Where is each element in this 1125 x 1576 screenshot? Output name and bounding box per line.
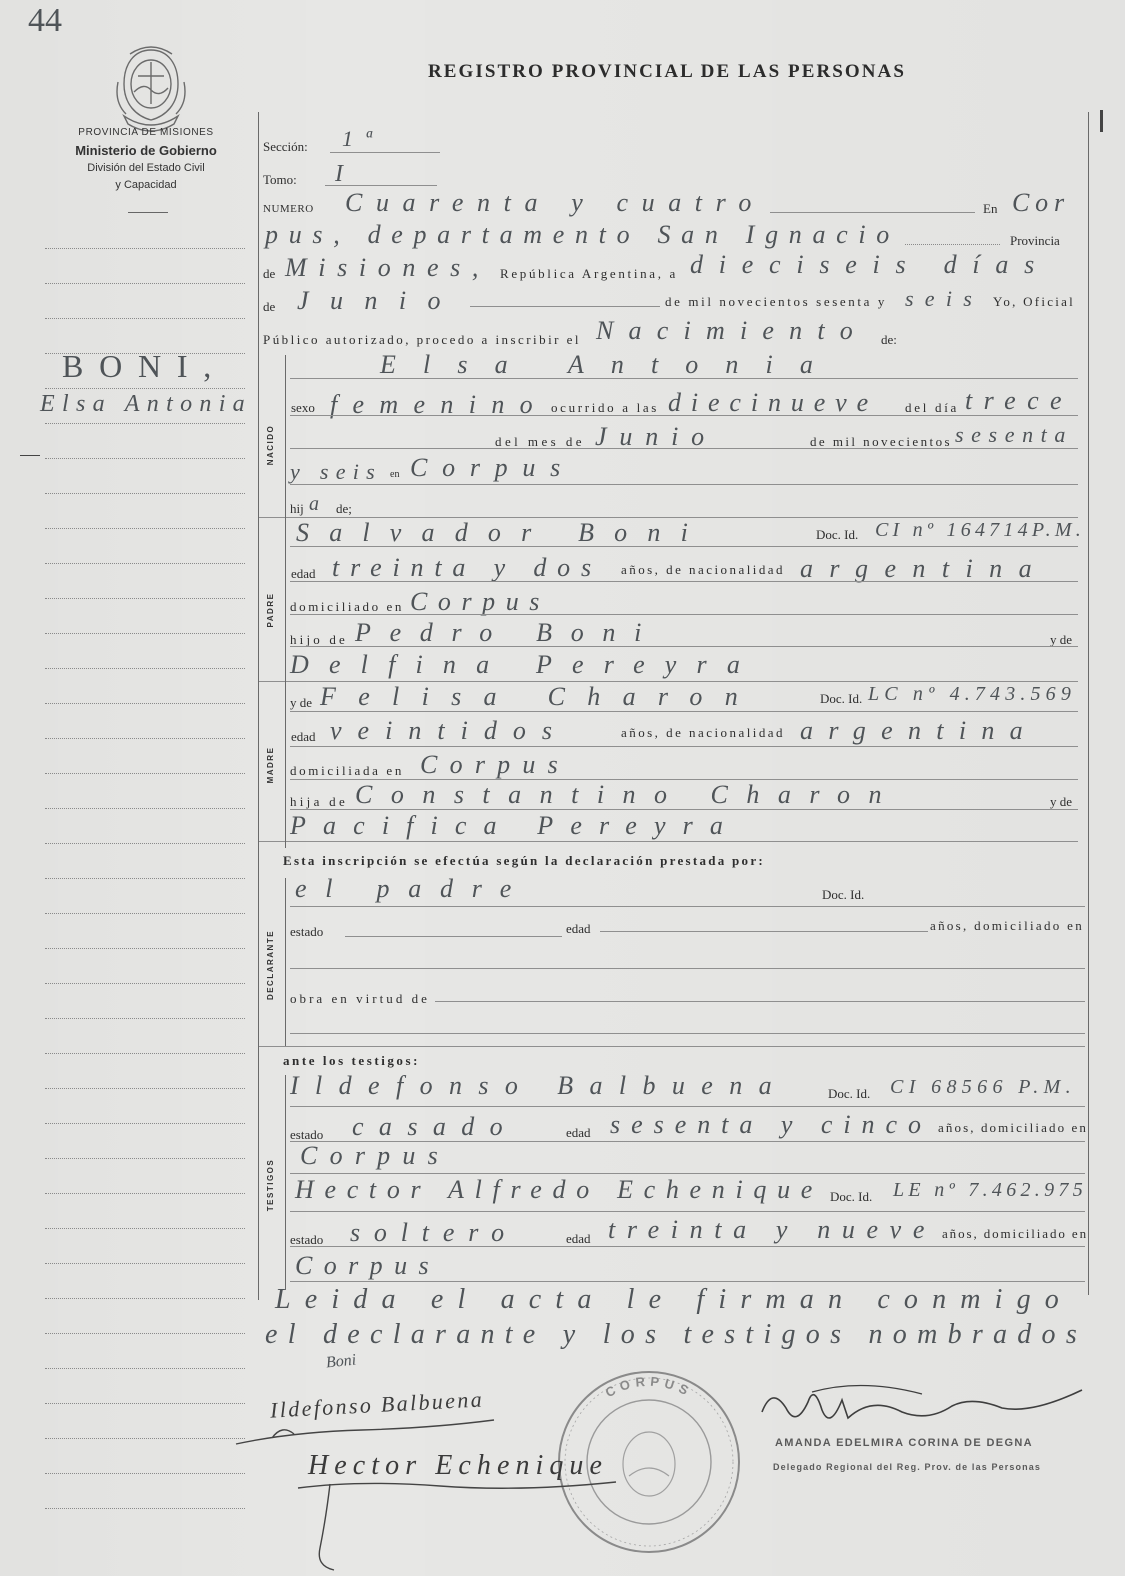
form-border <box>1088 112 1089 1295</box>
witness-1-age: sesenta y cinco <box>610 1110 932 1139</box>
margin-index-line <box>45 598 245 599</box>
margin-dash <box>20 455 40 456</box>
form-rule <box>290 1281 1085 1282</box>
father-parent-1: Pedro Boni <box>355 618 660 647</box>
seal-text: CORPUS <box>602 1373 696 1401</box>
form-rule <box>290 581 1078 582</box>
margin-index-line <box>45 773 245 774</box>
form-border <box>285 878 286 1046</box>
father-nationality: argentina <box>800 554 1048 583</box>
form-rule <box>290 546 1078 547</box>
witness-2-domicile: Corpus <box>295 1251 440 1280</box>
declarant-state-label: estado <box>290 924 324 939</box>
margin-index-line <box>45 1438 245 1439</box>
official-signature <box>752 1372 1092 1438</box>
seccion-value: 1ª <box>342 126 384 151</box>
act-type: Nacimiento <box>596 316 868 345</box>
yo-oficial-label: Yo, Oficial <box>993 294 1075 309</box>
signature-echenique: Hector Echenique <box>308 1450 608 1481</box>
margin-index-line <box>45 633 245 634</box>
numero-value: Cuarenta y cuatro <box>345 188 765 217</box>
child-suffix: a <box>309 493 319 515</box>
form-rule <box>600 931 928 932</box>
form-border <box>258 112 259 1300</box>
form-rule <box>290 746 1078 747</box>
child-name: Elsa Antonia <box>380 350 840 379</box>
child-place: Corpus <box>410 453 575 482</box>
section-label-witnesses: TESTIGOS <box>266 1158 275 1212</box>
margin-given-names: Elsa Antonia <box>40 391 252 417</box>
tomo-value: I <box>335 161 343 187</box>
mother-doc-label: Doc. Id. <box>820 691 863 706</box>
form-rule <box>258 841 1078 842</box>
witness-2-age-label: edad <box>566 1231 591 1246</box>
witness-1-domicile-label: años, domiciliado en <box>938 1120 1088 1135</box>
official-name-stamp: AMANDA EDELMIRA CORINA DE DEGNA <box>775 1437 1033 1449</box>
margin-index-line <box>45 1508 245 1509</box>
closing-line-2: el declarante y los testigos nombrados <box>265 1319 1087 1350</box>
father-nationality-label: años, de nacionalidad <box>621 562 785 577</box>
father-parents-label: hijo de <box>290 632 348 647</box>
margin-index-line <box>45 1228 245 1229</box>
mother-nationality-label: años, de nacionalidad <box>621 725 785 740</box>
father-doc-label: Doc. Id. <box>816 527 859 542</box>
section-label-declarant: DECLARANTE <box>266 929 275 1001</box>
de-label-2: de <box>263 299 276 314</box>
form-rule <box>258 681 1078 682</box>
form-rule <box>770 212 975 213</box>
mother-y-de-label: y de <box>290 695 313 710</box>
mother-domicile: Corpus <box>420 750 570 779</box>
year-prefix-label: de mil novecientos sesenta y <box>665 294 887 309</box>
closing-line-1: Leida el acta le firman conmigo <box>275 1284 1073 1315</box>
form-rule <box>290 1141 1085 1142</box>
del-dia-label: del día <box>905 400 959 415</box>
form-rule <box>290 1173 1085 1174</box>
margin-index-line <box>45 318 245 319</box>
header-divider <box>128 212 168 213</box>
form-rule <box>290 415 1078 416</box>
de-mil-novecientos-label: de mil novecientos <box>810 434 952 449</box>
obra-label: obra en virtud de <box>290 991 430 1006</box>
margin-index-line <box>45 738 245 739</box>
form-rule <box>290 378 1078 379</box>
del-mes-label: del mes de <box>495 434 585 449</box>
registration-year: seis <box>905 286 983 311</box>
place-part2: pus, departamento San Ignacio <box>265 220 900 249</box>
publico-label: Público autorizado, procedo a inscribir el <box>263 332 581 347</box>
tomo-label: Tomo: <box>263 172 297 187</box>
witnesses-intro: ante los testigos: <box>283 1053 420 1068</box>
witness-2-state: soltero <box>350 1218 518 1247</box>
form-rule <box>345 936 562 937</box>
witness-1-doc-label: Doc. Id. <box>828 1086 871 1101</box>
signature-balbuena: Ildefonso Balbuena <box>269 1386 485 1423</box>
margin-surname: BONI, <box>62 348 227 384</box>
provincia-label: Provincia <box>1010 233 1060 248</box>
margin-index-line <box>45 1263 245 1264</box>
form-rule <box>258 1046 1085 1047</box>
margin-index-line <box>45 808 245 809</box>
section-label-mother: MADRE <box>266 746 275 784</box>
division-name: División del Estado Civil <box>87 162 205 174</box>
margin-index-line <box>45 528 245 529</box>
form-rule <box>290 1246 1085 1247</box>
father-name: Salvador Boni <box>296 518 708 547</box>
child-sex: femenino <box>330 390 548 419</box>
mother-name: Felisa Charon <box>320 682 760 711</box>
margin-index-line <box>45 843 245 844</box>
signature-balbuena-flourish <box>232 1410 502 1450</box>
mother-parents-label: hija de <box>290 794 348 809</box>
form-rule <box>290 968 1085 969</box>
margin-index-line <box>45 283 245 284</box>
form-border <box>285 355 286 848</box>
child-month: Junio <box>595 422 717 451</box>
mother-age: veintidos <box>330 716 568 745</box>
signature-boni: Boni <box>325 1351 357 1372</box>
declarant-name: el padre <box>295 874 530 903</box>
mother-parent-2: Pacifica Pereyra <box>290 811 740 840</box>
margin-index-line <box>45 1088 245 1089</box>
margin-index-line <box>45 1158 245 1159</box>
de-semicolon-label: de; <box>336 501 352 516</box>
seccion-label: Sección: <box>263 139 308 154</box>
signature-echenique-flourish <box>290 1478 630 1574</box>
mother-y-de-label-2: y de <box>1050 794 1073 809</box>
numero-label: NUMERO <box>263 203 314 215</box>
place-part1: Cor <box>1012 188 1070 217</box>
mother-age-label: edad <box>291 729 316 744</box>
margin-index-line <box>45 668 245 669</box>
margin-index-line <box>45 248 245 249</box>
province-value: Misiones, <box>285 253 490 282</box>
mother-parent-1: Constantino Charon <box>355 780 900 809</box>
province-name: PROVINCIA DE MISIONES <box>78 127 214 138</box>
form-border <box>285 1075 286 1290</box>
witness-2-age: treinta y nueve <box>608 1215 936 1244</box>
father-doc: CI nº 164714P.M. <box>875 519 1085 541</box>
form-rule-dotted <box>905 244 1000 245</box>
form-rule <box>325 185 437 186</box>
margin-index-line <box>45 563 245 564</box>
section-label-father: PADRE <box>266 592 275 628</box>
ministry-name: Ministerio de Gobierno <box>75 143 217 158</box>
declaration-intro: Esta inscripción se efectúa según la declaración prestada por: <box>283 853 765 868</box>
form-rule <box>290 809 1078 810</box>
mother-doc: LC nº 4.743.569 <box>868 683 1076 705</box>
margin-index-line <box>45 353 245 354</box>
sexo-label: sexo <box>291 400 315 415</box>
margin-index-line <box>45 1298 245 1299</box>
margin-index-line <box>45 458 245 459</box>
official-title-stamp: Delegado Regional del Reg. Prov. de las Personas <box>773 1462 1041 1472</box>
witness-1-name: Ildefonso Balbuena <box>290 1071 788 1100</box>
margin-index-line <box>45 1053 245 1054</box>
en-label-small: en <box>390 469 400 480</box>
margin-index-line <box>45 1403 245 1404</box>
margin-mark <box>1100 110 1103 132</box>
form-rule <box>290 484 1078 485</box>
witness-1-state-label: estado <box>290 1127 324 1142</box>
mother-domicile-label: domiciliada en <box>290 763 404 778</box>
mother-nationality: argentina <box>800 716 1038 745</box>
form-rule <box>290 906 1085 907</box>
margin-index-line <box>45 878 245 879</box>
witness-2-doc: LE nº 7.462.975 <box>893 1179 1087 1201</box>
margin-index-line <box>45 913 245 914</box>
division-name-cont: y Capacidad <box>115 179 177 191</box>
ocurrido-label: ocurrido a las <box>551 400 659 415</box>
document-title: REGISTRO PROVINCIAL DE LAS PERSONAS <box>428 61 906 82</box>
margin-index-line <box>45 703 245 704</box>
page-number: 44 <box>28 2 62 39</box>
margin-index-line <box>45 1123 245 1124</box>
father-domicile-label: domiciliado en <box>290 599 404 614</box>
section-label-born: NACIDO <box>266 424 275 466</box>
form-rule <box>470 306 660 307</box>
margin-index-line <box>45 1193 245 1194</box>
form-rule <box>290 1106 1085 1107</box>
child-year-a: sesenta <box>955 422 1073 447</box>
de-colon-label: de: <box>881 332 897 347</box>
form-rule <box>290 1033 1085 1034</box>
child-year-b: y seis <box>290 459 382 484</box>
de-label-1: de <box>263 266 276 281</box>
en-label: En <box>983 201 998 216</box>
form-rule <box>290 779 1078 780</box>
margin-index-line <box>45 948 245 949</box>
form-rule <box>435 1001 1085 1002</box>
form-rule <box>290 614 1078 615</box>
margin-index-line <box>45 1333 245 1334</box>
father-domicile: Corpus <box>410 587 550 616</box>
margin-index-line <box>45 388 245 389</box>
father-age-label: edad <box>291 566 316 581</box>
witness-1-doc: CI 68566 P.M. <box>890 1076 1076 1098</box>
form-rule <box>258 517 1078 518</box>
registration-day: dieciseis días <box>690 250 1050 279</box>
witness-2-domicile-label: años, domiciliado en <box>942 1226 1088 1241</box>
registration-month: Junio <box>297 286 462 315</box>
father-age: treinta y dos <box>332 553 602 582</box>
form-rule <box>290 448 1078 449</box>
margin-index-line <box>45 983 245 984</box>
declarant-domicile-label: años, domiciliado en <box>930 918 1084 933</box>
margin-index-line <box>45 1473 245 1474</box>
margin-index-line <box>45 423 245 424</box>
child-hour: diecinueve <box>668 388 878 417</box>
margin-index-line <box>45 493 245 494</box>
margin-index-line <box>45 1018 245 1019</box>
witness-2-doc-label: Doc. Id. <box>830 1189 873 1204</box>
margin-index-line <box>45 1368 245 1369</box>
witness-1-state: casado <box>352 1112 518 1141</box>
coat-of-arms-icon <box>104 42 198 136</box>
form-rule <box>290 711 1078 712</box>
declarant-age-label: edad <box>566 921 591 936</box>
form-rule <box>290 1211 1085 1212</box>
witness-2-state-label: estado <box>290 1232 324 1247</box>
hij-label: hij <box>290 501 304 516</box>
republica-label: República Argentina, a <box>500 266 678 281</box>
witness-2-name: Hector Alfredo Echenique <box>295 1175 823 1204</box>
issuer-block <box>40 128 252 197</box>
witness-1-domicile: Corpus <box>300 1141 450 1170</box>
father-parent-2: Delfina Pereyra <box>290 650 760 679</box>
form-rule <box>290 646 1078 647</box>
father-y-de-label: y de <box>1050 632 1073 647</box>
child-day: trece <box>965 386 1073 415</box>
declarant-doc-label: Doc. Id. <box>822 887 865 902</box>
form-rule <box>330 152 440 153</box>
witness-1-age-label: edad <box>566 1125 591 1140</box>
